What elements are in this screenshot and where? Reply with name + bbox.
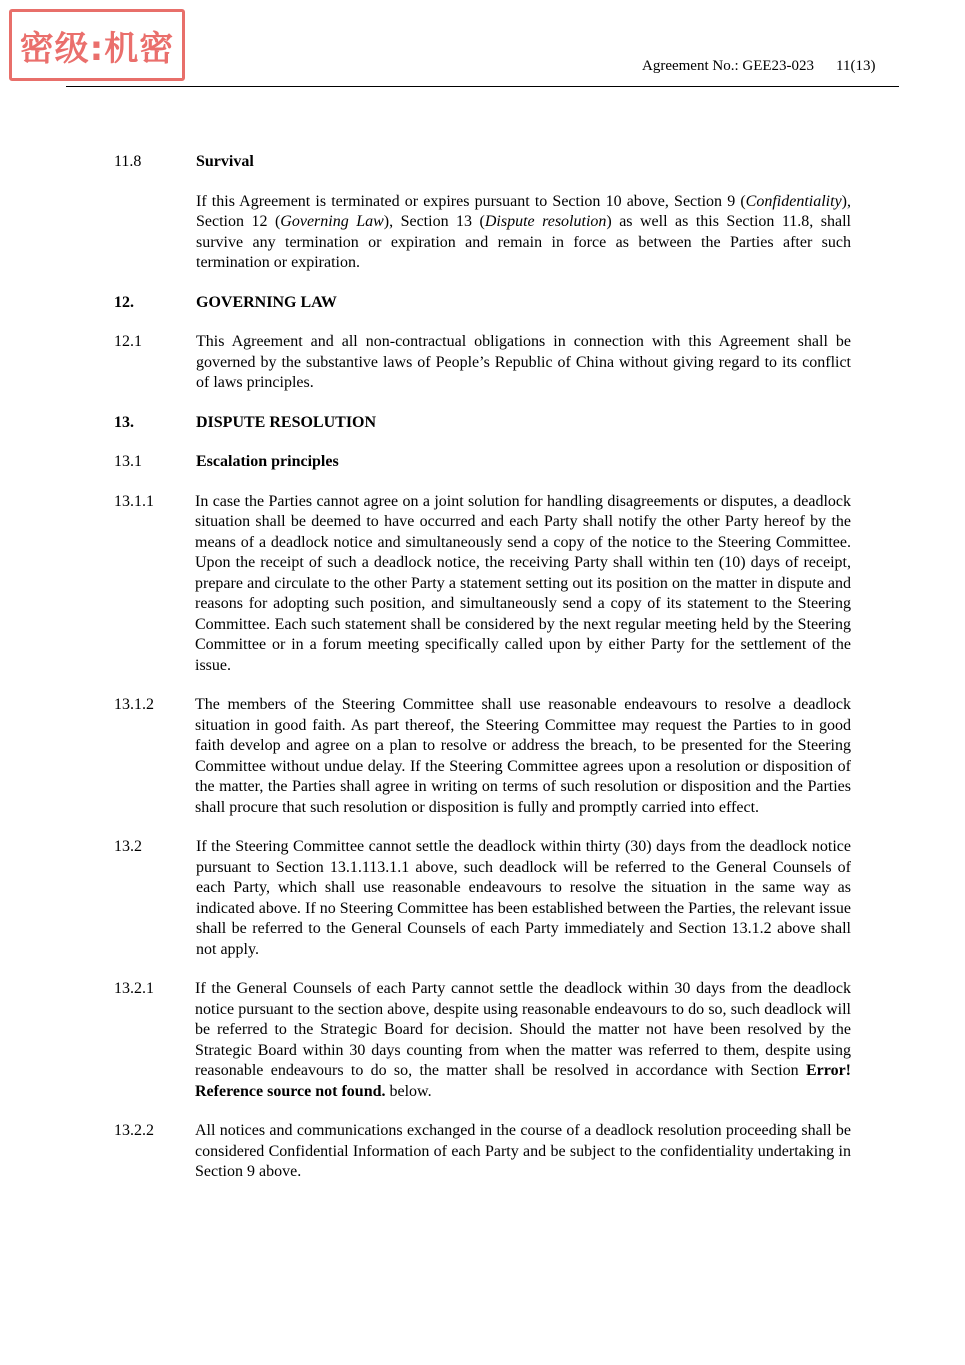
italic-ref: Governing Law	[280, 213, 384, 230]
section-text: In case the Parties cannot agree on a joint solution for handling disagreements or disputes, a deadlock situation shall be deemed to have occurred and each Party shall notify the other Party hereof by the means of a deadlock notice and simultaneously send a copy of the notice to the Steering Committee. Upon the receipt of such a deadlock notice, the receiving Party shall within ten (10) days of receipt, prepare and circulate to the other Party a statement setting out its position on the matter in dispute and reasons for adopting such position, and simultaneously send a copy of its statement to the Steering Committee. Each such statement shall be considered by the next regular meeting held by the Steering Committee or in a forum meeting specifically called upon by either Party for the settlement of the issue.	[195, 492, 851, 674]
section-heading: Survival	[196, 153, 254, 170]
section-13-1-2	[114, 695, 851, 818]
section-heading: Escalation principles	[196, 453, 339, 470]
italic-ref: Dispute resolution	[484, 213, 607, 230]
section-11-8-paragraph	[114, 192, 851, 274]
text-run: If the General Counsels of each Party cannot settle the deadlock within 30 days from the deadlock notice pursuant to the section above, despite using reasonable endeavours to do so, such deadlock will be referred to the Strategic Board for decision. Should the matter not have been resolved by the Strategic Board within 30 days counting from when the matter was referred to them, despite using reasonable endeavours to do so, the matter shall be resolved in accordance with Section	[195, 980, 851, 1079]
section-13-heading	[114, 413, 851, 434]
broken-reference: Error! Reference source not found.	[195, 1062, 851, 1100]
section-number: 12.1	[114, 333, 142, 350]
section-text: All notices and communications exchanged in the course of a deadlock resolution proceeding shall be considered Confidential Information of each Party and be subject to the confidentiality undertaking in Section 9 above.	[195, 1122, 851, 1180]
section-heading: GOVERNING LAW	[196, 293, 337, 311]
section-number: 13.2	[114, 838, 142, 855]
section-11-8-heading	[114, 152, 851, 173]
section-13-2	[114, 837, 851, 960]
page-number: 11(13)	[836, 58, 876, 74]
section-number: 11.8	[114, 153, 142, 170]
text-run: If this Agreement is terminated or expires pursuant to Section 10 above, Section 9 (	[196, 192, 746, 210]
section-number: 13.2.2	[114, 1122, 154, 1139]
section-text: This Agreement and all non-contractual obligations in connection with this Agreement shall be governed by the substantive laws of People’s Republic of China without giving regard to its conflict of laws principles.	[196, 333, 851, 391]
section-number: 13.1.2	[114, 696, 154, 713]
section-13-2-2	[114, 1121, 851, 1183]
section-number: 13.1	[114, 453, 142, 470]
section-number: 13.	[114, 413, 134, 431]
text-run: ), Section 13 (	[383, 213, 485, 230]
section-13-1-heading	[114, 452, 851, 473]
section-heading: DISPUTE RESOLUTION	[196, 413, 377, 431]
text-run: ), Section 12 (	[196, 192, 851, 230]
section-number: 13.2.1	[114, 980, 154, 997]
section-number: 13.1.1	[114, 492, 154, 510]
stamp-text: 密级:机密	[19, 28, 175, 69]
section-13-1-1	[114, 492, 851, 677]
document-body	[114, 152, 851, 1202]
header-rule	[66, 86, 899, 87]
section-text	[195, 979, 851, 1102]
page-header	[642, 58, 875, 75]
section-13-2-1	[114, 979, 851, 1102]
section-number: 12.	[114, 293, 134, 311]
section-text: If the Steering Committee cannot settle the deadlock within thirty (30) days from the deadlock notice pursuant to Section 13.1.113.1.1 above, such deadlock will be referred to the General Counsels of each Party, which shall use reasonable endeavours to resolve the situation in the same way as indicated above. If no Steering Committee has been established between the Parties, the relevant issue shall be referred to the General Counsels of each Party immediately and Section 13.1.2 above shall not apply.	[196, 838, 851, 958]
confidential-stamp	[9, 9, 185, 81]
section-12-1	[114, 332, 851, 394]
section-12-heading	[114, 293, 851, 314]
text-run: below.	[385, 1082, 432, 1100]
agreement-number: Agreement No.: GEE23-023	[642, 58, 815, 74]
section-text: The members of the Steering Committee shall use reasonable endeavours to resolve a deadlock situation in good faith. As part thereof, the Steering Committee may request the Parties to in good faith develop and agree on a plan to resolve or address the breach, to be presented for the Steering Committee without undue delay. If the Steering Committee agrees upon a resolution or disposition of the matter, the Parties shall agree in writing on terms of such resolution or disposition and the Parties shall procure that such resolution or disposition is fully and promptly carried into effect.	[195, 696, 851, 816]
text-run: ) as well as this Section 11.8, shall survive any termination or expiration and remain in force as between the Parties after such termination or expiration.	[196, 213, 851, 271]
italic-ref: Confidentiality	[745, 192, 842, 210]
